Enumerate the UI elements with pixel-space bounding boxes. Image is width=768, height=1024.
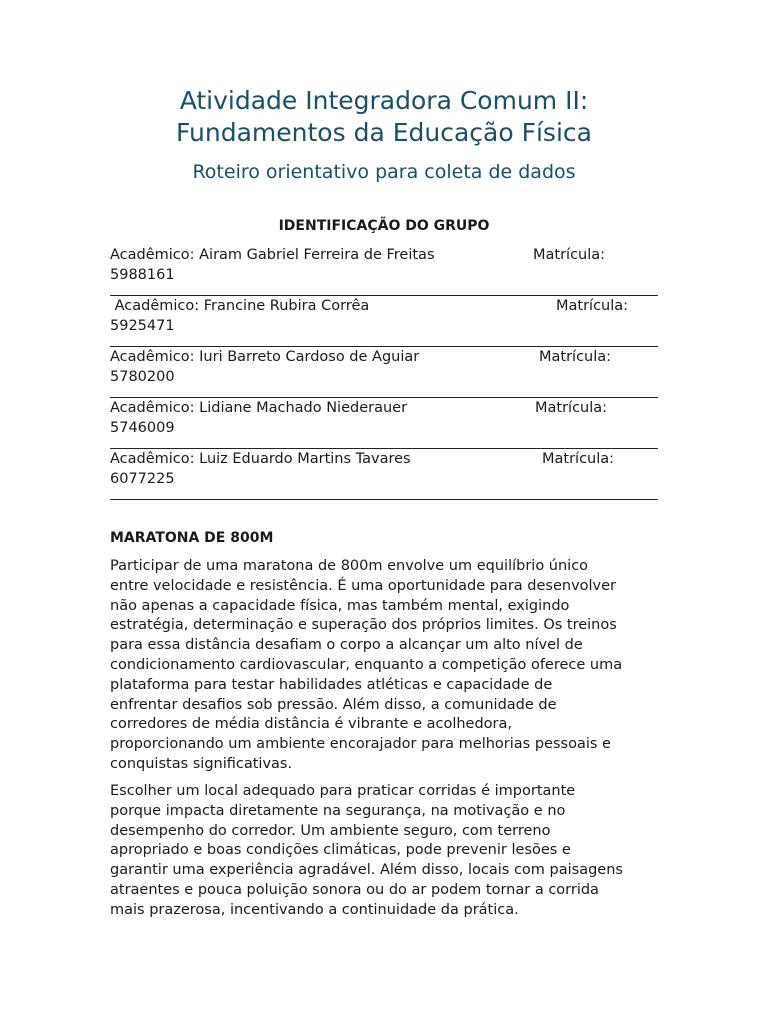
student-row bbox=[110, 296, 658, 347]
paragraph-line: para essa distância desafiam o corpo a alcançar um alto nível de bbox=[110, 637, 583, 654]
paragraph-line: proporcionando um ambiente encorajador para melhorias pessoais e bbox=[110, 736, 611, 753]
paragraph-line: estratégia, determinação e superação dos próprios limites. Os treinos bbox=[110, 617, 617, 634]
matricula-value: 5988161 bbox=[110, 267, 175, 283]
document-title-line-2: Fundamentos da Educação Física bbox=[176, 118, 592, 147]
matricula-label: Matrícula: bbox=[556, 298, 629, 314]
student-row bbox=[110, 398, 658, 449]
student-row bbox=[110, 449, 658, 500]
paragraph-line: corredores de média distância é vibrante e acolhedora, bbox=[110, 716, 512, 733]
student-name: Acadêmico: Lidiane Machado Niederauer bbox=[110, 400, 408, 416]
paragraph-line: Escolher um local adequado para praticar corridas é importante bbox=[110, 783, 576, 799]
student-row bbox=[110, 245, 658, 296]
matricula-label: Matrícula: bbox=[539, 349, 612, 365]
student-row bbox=[110, 347, 658, 398]
paragraph-line: não apenas a capacidade física, mas também mental, exigindo bbox=[110, 597, 570, 614]
student-name: Acadêmico: Francine Rubira Corrêa bbox=[110, 298, 370, 314]
group-heading: IDENTIFICAÇÃO DO GRUPO bbox=[278, 218, 490, 234]
paragraph-line: condicionamento cardiovascular, enquanto a competição oferece uma bbox=[110, 656, 623, 673]
matricula-label: Matrícula: bbox=[535, 400, 608, 416]
matricula-value: 5925471 bbox=[110, 318, 175, 334]
paragraph-line: mais prazerosa, incentivando a continuidade da prática. bbox=[110, 901, 519, 918]
paragraph-line: desempenho do corredor. Um ambiente seguro, com terreno bbox=[110, 822, 551, 839]
matricula-value: 5780200 bbox=[110, 369, 175, 385]
paragraph-line: porque impacta diretamente na segurança, na motivação e no bbox=[110, 802, 566, 819]
paragraph-line: Participar de uma maratona de 800m envolve um equilíbrio único bbox=[110, 558, 589, 574]
matricula-value: 6077225 bbox=[110, 471, 175, 487]
student-name: Acadêmico: Iuri Barreto Cardoso de Aguiar bbox=[110, 349, 420, 365]
section-heading: MARATONA DE 800M bbox=[110, 530, 274, 546]
paragraph-line: conquistas significativas. bbox=[110, 755, 293, 772]
document-title-line-1: Atividade Integradora Comum II: bbox=[179, 86, 589, 115]
matricula-value: 5746009 bbox=[110, 420, 175, 436]
paragraph-line: entre velocidade e resistência. É uma oportunidade para desenvolver bbox=[110, 577, 617, 594]
matricula-label: Matrícula: bbox=[542, 451, 615, 467]
paragraph-2 bbox=[110, 782, 670, 921]
paragraph-line: garantir uma experiência agradável. Além disso, locais com paisagens bbox=[110, 862, 623, 879]
paragraph-line: plataforma para testar habilidades atléticas e capacidade de bbox=[110, 676, 553, 693]
document-subtitle: Roteiro orientativo para coleta de dados bbox=[192, 161, 576, 183]
student-name: Acadêmico: Luiz Eduardo Martins Tavares bbox=[110, 451, 411, 467]
student-name: Acadêmico: Airam Gabriel Ferreira de Freitas bbox=[110, 247, 435, 263]
paragraph-line: apropriado e boas condições climáticas, pode prevenir lesões e bbox=[110, 842, 571, 859]
matricula-label: Matrícula: bbox=[533, 247, 606, 263]
paragraph-line: enfrentar desafios sob pressão. Além disso, a comunidade de bbox=[110, 696, 557, 713]
paragraph-1 bbox=[110, 557, 670, 775]
paragraph-line: atraentes e pouca poluição sonora ou do ar podem tornar a corrida bbox=[110, 881, 599, 898]
